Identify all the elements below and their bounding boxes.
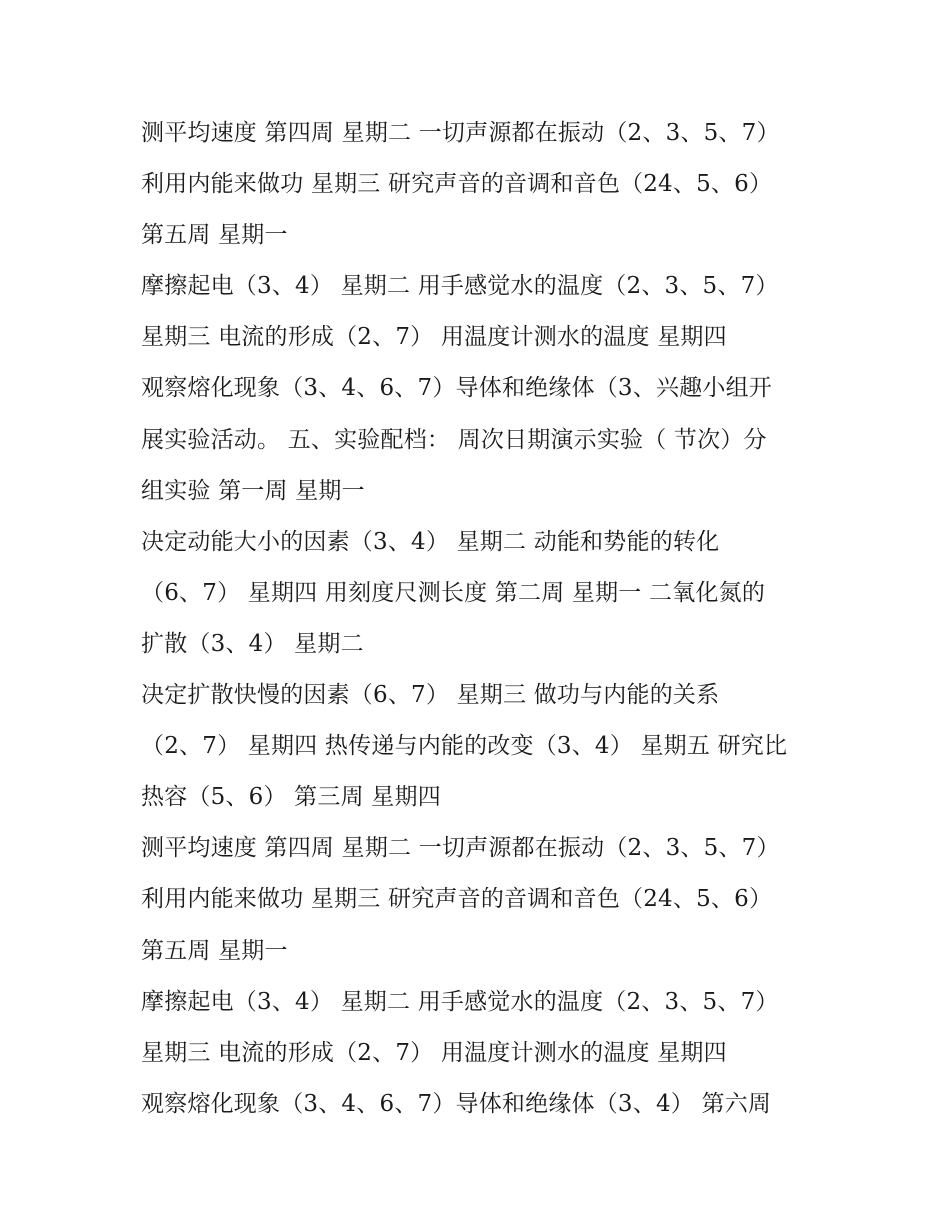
text-line: 星期三 电流的形成（2、7） 用温度计测水的温度 星期四 — [141, 1039, 727, 1066]
text-line: 扩散（3、4） 星期二 — [141, 630, 364, 657]
text-line: 组实验 第一周 星期一 — [141, 477, 365, 504]
text-line: 第五周 星期一 — [141, 222, 288, 249]
text-line: 摩擦起电（3、4） 星期二 用手感觉水的温度（2、3、5、7） — [141, 988, 779, 1015]
text-line: 测平均速度 第四周 星期二 一切声源都在振动（2、3、5、7） — [141, 835, 780, 862]
text-line: 热容（5、6） 第三周 星期四 — [141, 784, 441, 811]
document-body — [141, 108, 841, 1130]
text-line: 决定动能大小的因素（3、4） 星期二 动能和势能的转化 — [141, 528, 720, 555]
text-line: 观察熔化现象（3、4、6、7）导体和绝缘体（3、兴趣小组开 — [141, 375, 772, 402]
text-line: 决定扩散快慢的因素（6、7） 星期三 做功与内能的关系 — [141, 682, 720, 709]
text-line: 观察熔化现象（3、4、6、7）导体和绝缘体（3、4） 第六周 — [141, 1090, 772, 1117]
text-line: （6、7） 星期四 用刻度尺测长度 第二周 星期一 二氧化氮的 — [141, 579, 766, 606]
text-line: 星期三 电流的形成（2、7） 用温度计测水的温度 星期四 — [141, 324, 727, 351]
text-line: 测平均速度 第四周 星期二 一切声源都在振动（2、3、5、7） — [141, 120, 780, 146]
text-line: 第五周 星期一 — [141, 937, 288, 964]
text-line: 摩擦起电（3、4） 星期二 用手感觉水的温度（2、3、5、7） — [141, 273, 779, 300]
text-line: （2、7） 星期四 热传递与内能的改变（3、4） 星期五 研究比 — [141, 733, 788, 760]
text-line: 展实验活动。 五、实验配档： 周次日期演示实验（ 节次）分 — [141, 426, 767, 453]
text-line: 利用内能来做功 星期三 研究声音的音调和音色（24、5、6） — [141, 886, 773, 913]
text-line: 利用内能来做功 星期三 研究声音的音调和音色（24、5、6） — [141, 171, 773, 198]
